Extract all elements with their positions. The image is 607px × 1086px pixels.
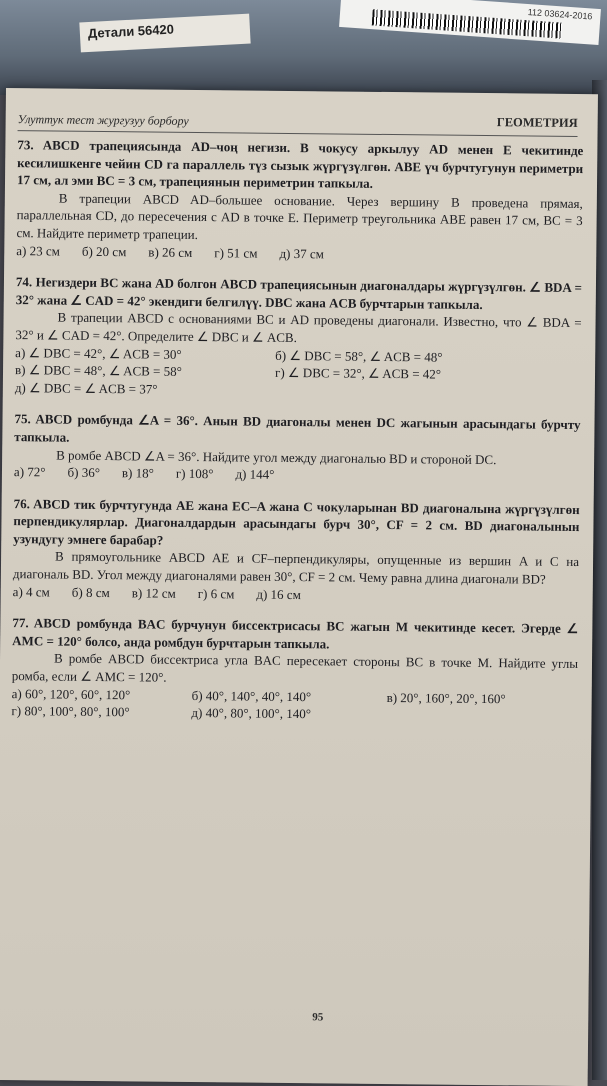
problem-text-ru: В ромбе ABCD биссектриса угла BAC пересекает стороны BC в точке M. Найдите углы ромба, если ∠ AMC = 120°. — [11, 650, 579, 685]
answer-option: г) ∠ DBC = 32°, ∠ ACB = 42° — [274, 364, 442, 382]
answer-option: в) 26 см — [148, 244, 193, 260]
header-publisher: Улуттук тест жургузуу борбору — [17, 112, 189, 128]
answer-option: г) 51 см — [214, 244, 258, 261]
problem-text-ru: В трапеции ABCD AD–большее основание. Через вершину B проведена прямая, параллельная CD, до пересечения с AD в точке E. Периметр треугольника ABE равен 17 см, BC = 3 см. Найдите периметр трапеции. — [16, 190, 583, 242]
book-page — [0, 88, 598, 1086]
problem-text-ru: В прямоугольнике ABCD AE и CF–перпендикуляры, опущенные из вершин A и C на диагональ BD. Угол между диагоналями равен 30°, CF = 2 см. Чему равна длина диагонали BD? — [12, 549, 580, 587]
problem-77 — [11, 614, 578, 725]
answer-option: а) ∠ DBC = 42°, ∠ ACB = 30° — [15, 344, 182, 362]
sticker: Детали 56420 — [79, 14, 250, 53]
problem-text-ky: 76. ABCD тик бурчтугунда AE жана EC–A жана C чокуларынан BD диагоналына жүргүзүлгөн перпендикулярлар. Диагоналдардын арасындагы бурч 30°, CF = 2 см. BD диагоналынын узундугу эмнеге барабар? — [13, 495, 580, 548]
answer-option: б) 40°, 140°, 40°, 140° — [191, 687, 312, 704]
answer-option: б) 8 см — [71, 584, 110, 600]
problem-text-ky: 73. ABCD трапециясында AD–чоң негизи. B чокусу аркылуу AD менен E чекитинде кесилишкенге чейин CD га параллель түз сызык жүргүзүлгөн. ABE үч бурчтугунун периметри 17 см, ал эми BC = 3 см, трапециянын периметрин тапкыла. — [16, 137, 584, 192]
answer-option: а) 60°, 120°, 60°, 120° — [11, 685, 131, 702]
answer-option: а) 72° — [13, 464, 46, 480]
answer-option: г) 108° — [175, 465, 214, 482]
answer-option: в) 20°, 160°, 20°, 160° — [386, 689, 506, 706]
problem-text-ru: В трапеции ABCD с основаниями BC и AD проведены диагонали. Известно, что ∠ BDA = 32° и ∠ CAD = 42°. Определите ∠ DBC и ∠ ACB. — [15, 309, 582, 345]
answer-option: г) 6 см — [197, 585, 235, 602]
answer-option: д) 40°, 80°, 100°, 140° — [191, 705, 312, 722]
page-content — [11, 136, 583, 740]
problem-76 — [13, 495, 580, 606]
header-subject: ГЕОМЕТРИЯ — [496, 115, 578, 130]
answer-option: в) ∠ DBC = 48°, ∠ ACB = 58° — [14, 362, 182, 379]
answer-option: д) 37 см — [279, 245, 325, 261]
answer-option: б) 36° — [67, 464, 101, 481]
problem-74 — [15, 273, 582, 402]
page-header — [18, 110, 578, 137]
answer-option: б) ∠ DBC = 58°, ∠ ACB = 48° — [275, 347, 443, 365]
problem-text-ky: 77. ABCD ромбунда BAC бурчунун биссектрисасы BC жагын M чекитинде кесет. Эгерде ∠ AMC = 120° болсо, анда ромбдун бурчтарын тапкыла. — [12, 615, 579, 652]
answer-option: д) ∠ DBC = ∠ ACB = 37° — [14, 379, 158, 397]
barcode-label: 112 03624-2016 — [339, 0, 601, 45]
answer-options — [15, 344, 582, 403]
problem-75 — [14, 410, 581, 486]
problem-text-ky: 75. ABCD ромбунда ∠A = 36°. Анын BD диагоналы менен DC жагынын арасындагы бурчту тапкыла. — [14, 411, 581, 445]
answer-option: а) 4 см — [12, 583, 50, 600]
answer-option: в) 18° — [121, 465, 154, 481]
answer-options — [11, 685, 577, 726]
answer-option: д) 144° — [235, 466, 275, 482]
answer-option: а) 23 см — [16, 242, 60, 259]
problem-text-ky: 74. Негиздери BC жана AD болгон ABCD трапециясынын диагоналдары жүргүзүлгөн. ∠ BDA = 32° жана ∠ CAD = 42° экендиги белгилүү. DBC жана ACB бурчтарын тапкыла. — [15, 274, 583, 312]
problem-73 — [16, 136, 583, 265]
answer-option: д) 16 см — [256, 586, 301, 602]
answer-option: г) 80°, 100°, 80°, 100° — [11, 703, 130, 720]
answer-option: б) 20 см — [81, 243, 127, 259]
answer-option: в) 12 см — [131, 585, 176, 601]
problem-text-ru: В ромбе ABCD ∠A = 36°. Найдите угол между диагональю BD и стороной DC. — [56, 447, 497, 467]
page-number: 95 — [312, 1011, 324, 1024]
